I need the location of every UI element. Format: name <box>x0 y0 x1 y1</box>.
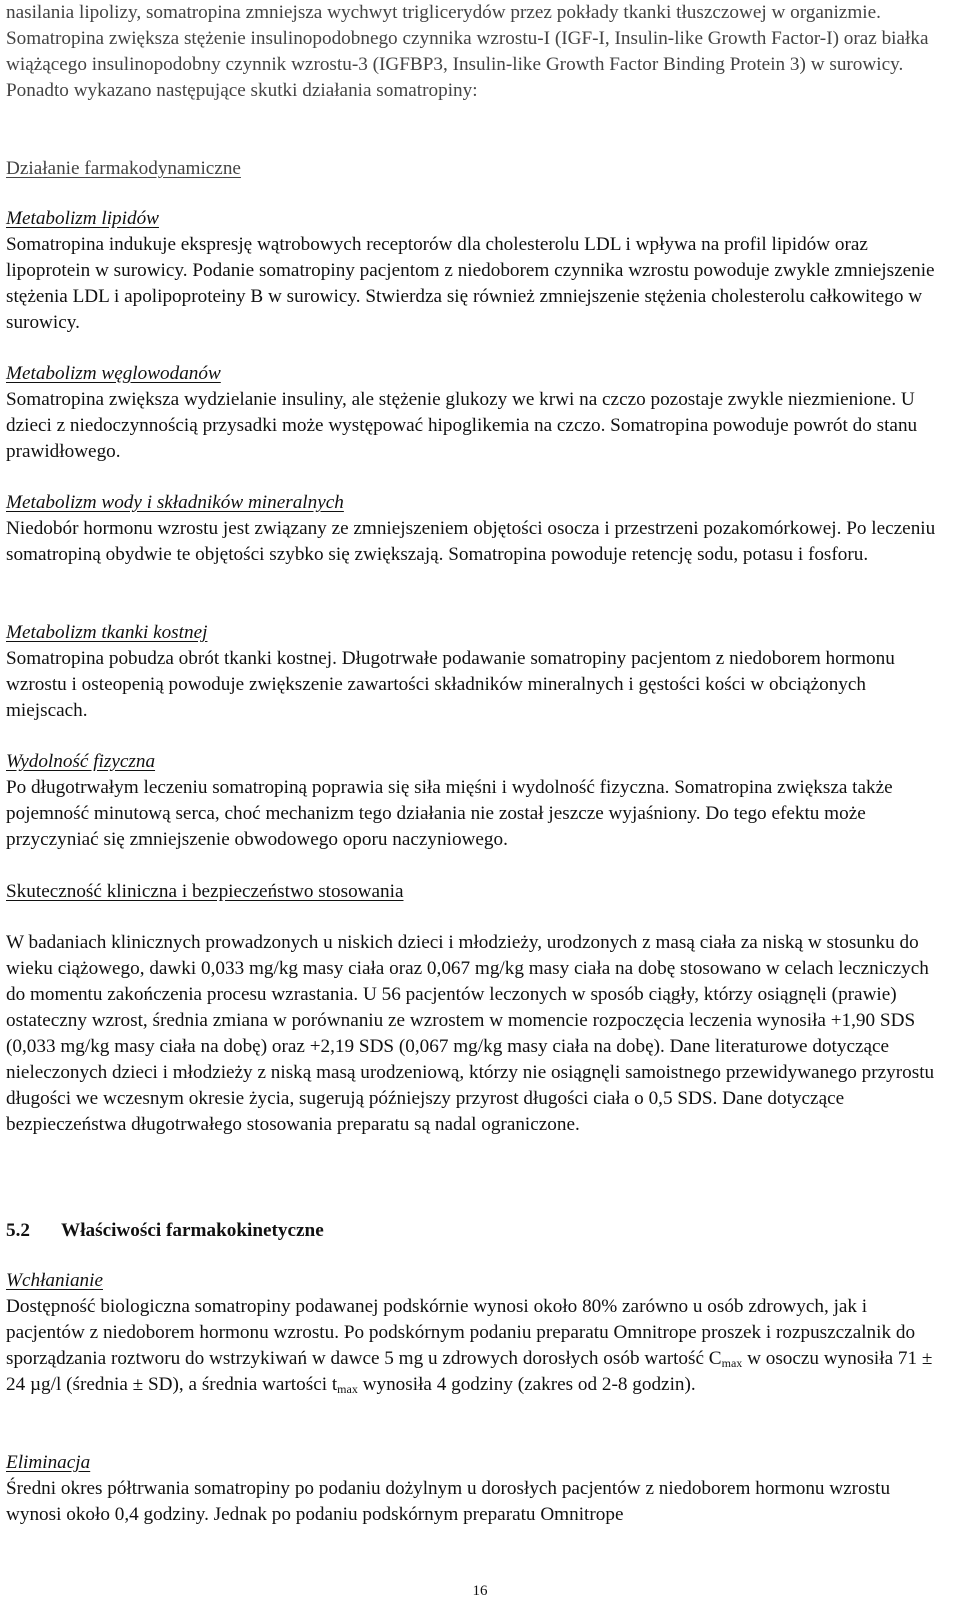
elimination-body: Średni okres półtrwania somatropiny po podaniu dożylnym u dorosłych pacjentów z niedoborem hormonu wzrostu wynosi około 0,4 godziny. Jednak po podaniu podskórnym preparatu Omnitrope <box>6 1478 891 1525</box>
section-carbohydrates <box>6 361 946 465</box>
page-number: 16 <box>472 1583 488 1599</box>
clinical-heading-block <box>6 879 946 905</box>
section-number: 5.2 <box>6 1220 30 1241</box>
clinical-body: W badaniach klinicznych prowadzonych u niskich dzieci i młodzieży, urodzonych z masą ciała za niską w stosunku do wieku ciążowego, dawki 0,033 mg/kg masy ciała oraz 0,067 mg/kg masy ciała na dobę stosowano w celach leczniczych do momentu zakończenia procesu wzrastania. U 56 pacjentów leczonych w sposób ciągły, którzy osiągnęli (prawie) ostateczny wzrost, średnia zmiana w porównaniu ze wzrostem w momencie rozpoczęcia leczenia wynosiła +1,90 SDS (0,033 mg/kg masy ciała na dobę) oraz +2,19 SDS (0,067 mg/kg masy ciała na dobę). Dane literaturowe dotyczące nieleczonych dzieci i młodzieży z niską masą urodzeniową, którzy nie osiągnęli samoistnego przewidywanego przyrostu długości we wczesnym okresie życia, sugerują późniejszy przyrost długości ciała o 0,5 SDS. Dane dotyczące bezpieczeństwa długotrwałego stosowania preparatu są nadal ograniczone. <box>6 932 935 1135</box>
section-heading: Metabolizm wody i składników mineralnych <box>6 492 344 513</box>
section-physical-capacity <box>6 749 946 853</box>
pd-heading-block <box>6 156 946 182</box>
section-heading: Metabolizm lipidów <box>6 208 159 229</box>
section-title: Właściwości farmakokinetyczne <box>61 1220 324 1241</box>
section-body: Somatropina pobudza obrót tkanki kostnej. Długotrwałe podawanie somatropiny pacjentom z niedoborem hormonu wzrostu i osteopenią powoduje zwiększenie zawartości składników mineralnych i gęstości kości w obciążonych miejscach. <box>6 648 895 721</box>
intro-text-gray: nasilania lipolizy, somatropina zmniejsza wychwyt triglicerydów przez pokłady tkanki tłuszczowej w organizmie. Somatropina zwiększa stężenie insulinopodobnego czynnika wzrostu-I (IGF-I, Insulin-like Growth Factor-I) oraz białka wiążącego insulinopodobny czynnik wzrostu-3 (IGFBP3, Insulin-like Growth Factor Binding Protein 3) w surowicy. <box>6 2 929 75</box>
absorption-heading: Wchłanianie <box>6 1270 103 1291</box>
section-heading: Metabolizm węglowodanów <box>6 363 221 384</box>
section-bone <box>6 620 946 724</box>
section-body: Po długotrwałym leczeniu somatropiną poprawia się siła mięśni i wydolność fizyczna. Somatropina zwiększa także pojemność minutową serca, choć mechanizm tego działania nie został jeszcze wyjaśniony. Do tego efektu może przyczyniać się zmniejszenie obwodowego oporu naczyniowego. <box>6 777 893 850</box>
section-heading: Metabolizm tkanki kostnej <box>6 622 208 643</box>
pd-heading: Działanie farmakodynamiczne <box>6 158 241 179</box>
section-body: Somatropina zwiększa wydzielanie insuliny, ale stężenie glukozy we krwi na czczo pozostaje zwykle niezmienione. U dzieci z niedoczynnością przysadki może występować hipoglikemia na czczo. Somatropina powoduje powrót do stanu prawidłowego. <box>6 389 918 462</box>
section-lipids <box>6 206 946 336</box>
section-heading: Wydolność fizyczna <box>6 751 156 772</box>
section-body: Niedobór hormonu wzrostu jest związany ze zmniejszeniem objętości osocza i przestrzeni pozakomórkowej. Po leczeniu somatropiną obydwie te objętości szybko się zwiększają. Somatropina powoduje retencję sodu, potasu i fosforu. <box>6 518 936 565</box>
pk-section-heading <box>6 1218 946 1244</box>
intro-paragraph <box>6 0 946 104</box>
section-body: Somatropina indukuje ekspresję wątrobowych receptorów dla cholesterolu LDL i wpływa na profil lipidów oraz lipoprotein w surowicy. Podanie somatropiny pacjentom z niedoborem czynnika wzrostu powoduje zwykle zmniejszenie stężenia LDL i apolipoproteiny B w surowicy. Stwierdza się również zmniejszenie stężenia cholesterolu całkowitego w surowicy. <box>6 234 935 333</box>
intro-text-continued: Ponadto wykazano następujące skutki działania somatropiny: <box>6 80 478 101</box>
clinical-heading: Skuteczność kliniczna i bezpieczeństwo stosowania <box>6 881 404 902</box>
absorption-body: Dostępność biologiczna somatropiny podawanej podskórnie wynosi około 80% zarówno u osób zdrowych, jak i pacjentów z niedoborem hormonu wzrostu. Po podskórnym podaniu preparatu Omnitrope proszek i rozpuszczalnik do sporządzania roztworu do wstrzykiwań w dawce 5 mg u zdrowych dorosłych osób wartość $C_{max}$ w osoczu wynosiła 71 ± 24 µg/l (średnia ± SD), a średnia wartości $t_{max}$ wynosiła 4 godziny (zakres od 2-8 godzin). <box>6 1296 933 1396</box>
elimination-heading: Eliminacja <box>6 1452 91 1473</box>
clinical-paragraph <box>6 930 946 1138</box>
section-water-minerals <box>6 490 946 568</box>
absorption-section <box>6 1268 946 1398</box>
elimination-section <box>6 1450 946 1528</box>
